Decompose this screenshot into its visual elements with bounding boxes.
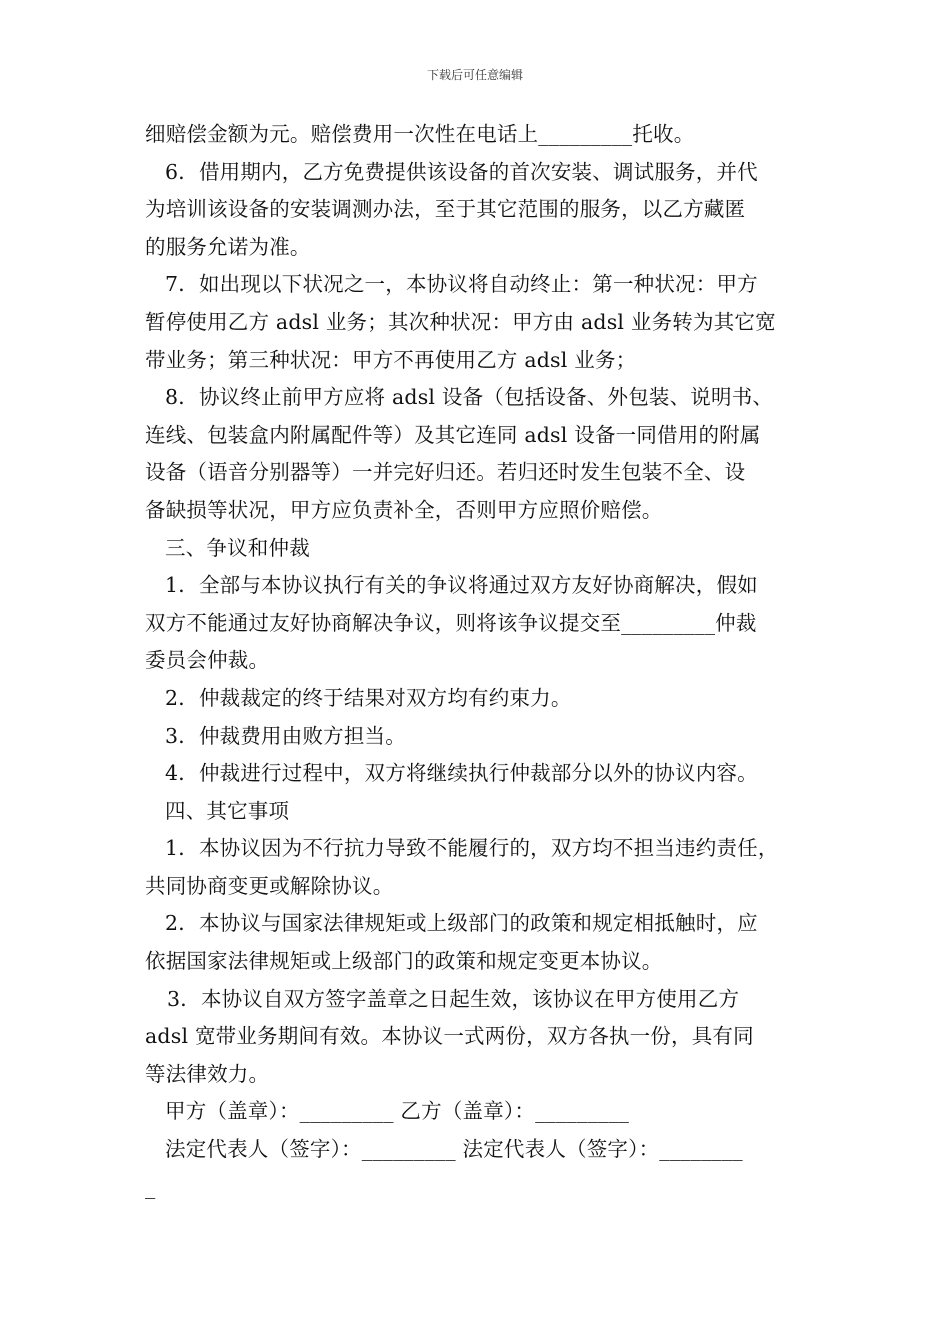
clause-6: 6．借用期内，乙方免费提供该设备的首次安装、调试服务，并代 [165, 159, 758, 184]
text-line: 连线、包装盒内附属配件等）及其它连同 adsl 设备一同借用的附属 [145, 422, 761, 447]
text-line: 的服务允诺为准。 [145, 234, 311, 259]
seal-line: 甲方（盖章）：_________ 乙方（盖章）：_________ [165, 1099, 630, 1124]
dispute-clause-4: 4．仲裁进行过程中，双方将继续执行仲裁部分以外的协议内容。 [165, 761, 758, 786]
section-heading-other: 四、其它事项 [165, 798, 290, 823]
text-line: 暂停使用乙方 adsl 业务；其次种状况：甲方由 adsl 业务转为其它宽 [145, 309, 776, 334]
text-line: 细赔偿金额为元。赔偿费用一次性在电话上_________托收。 [145, 122, 695, 146]
other-clause-2: 2．本协议与国家法律规矩或上级部门的政策和规定相抵触时，应 [165, 911, 758, 936]
text-line: 双方不能通过友好协商解决争议，则将该争议提交至_________仲裁 [145, 610, 757, 635]
clause-8: 8．协议终止前甲方应将 adsl 设备（包括设备、外包装、说明书、 [165, 385, 774, 410]
text-line: 设备（语音分别器等）一并完好归还。若归还时发生包装不全、设 [145, 460, 746, 485]
text-line: 依据国家法律规矩或上级部门的政策和规定变更本协议。 [145, 949, 663, 974]
clause-7: 7．如出现以下状况之一，本协议将自动终止：第一种状况：甲方 [165, 272, 758, 297]
other-clause-3: 3．本协议自双方签字盖章之日起生效，该协议在甲方使用乙方 [167, 986, 740, 1011]
page-header-note: 下载后可任意编辑 [426, 68, 523, 82]
dispute-clause-3: 3．仲裁费用由败方担当。 [165, 723, 406, 748]
document-body [145, 116, 817, 1206]
section-heading-dispute: 三、争议和仲裁 [165, 535, 310, 560]
text-line: 等法律效力。 [145, 1061, 270, 1086]
signature-line-continuation: _ [145, 1174, 156, 1199]
text-line: adsl 宽带业务期间有效。本协议一式两份，双方各执一份，具有同 [145, 1024, 754, 1049]
dispute-clause-1: 1．全部与本协议执行有关的争议将通过双方友好协商解决，假如 [165, 573, 758, 598]
text-line: 备缺损等状况，甲方应负责补全，否则甲方应照价赔偿。 [145, 497, 663, 522]
text-line: 委员会仲裁。 [145, 648, 270, 673]
signature-line: 法定代表人（签字）：_________ 法定代表人（签字）：________ [165, 1137, 743, 1162]
text-line: 带业务；第三种状况：甲方不再使用乙方 adsl 业务； [145, 347, 637, 372]
text-line: 共同协商变更或解除协议。 [145, 873, 394, 898]
other-clause-1: 1．本协议因为不行抗力导致不能履行的，双方均不担当违约责任， [165, 836, 779, 861]
dispute-clause-2: 2．仲裁裁定的终于结果对双方均有约束力。 [165, 685, 572, 710]
text-line: 为培训该设备的安装调测办法，至于其它范围的服务，以乙方藏匿 [145, 197, 746, 222]
